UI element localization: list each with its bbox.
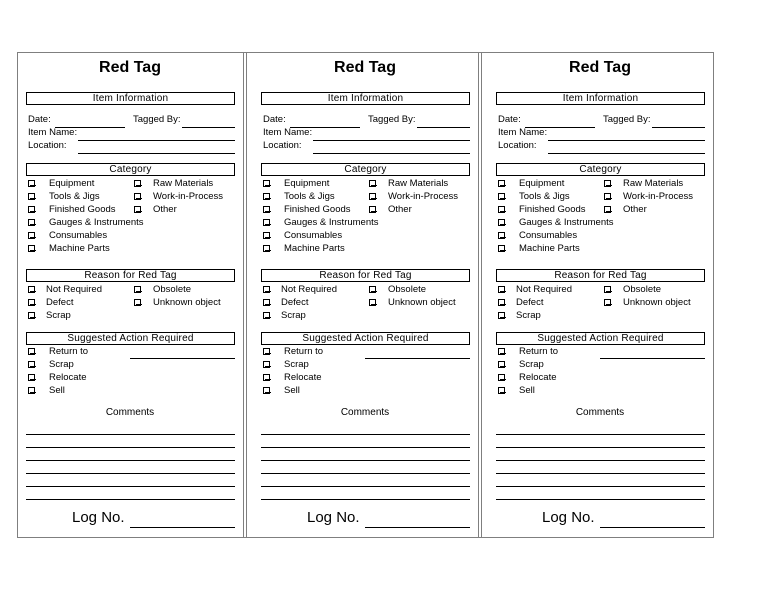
comment-line[interactable] <box>496 473 705 474</box>
reason-option-label: Defect <box>281 297 309 308</box>
category-checkbox[interactable] <box>134 180 141 187</box>
tag-title: Red Tag <box>99 59 161 76</box>
category-option-label: Finished Goods <box>49 204 116 215</box>
category-checkbox[interactable] <box>369 180 376 187</box>
comment-line[interactable] <box>26 473 235 474</box>
action-option-label: Return to <box>519 346 559 357</box>
comment-line[interactable] <box>26 434 235 435</box>
category-checkbox[interactable] <box>369 206 376 213</box>
category-option-label: Machine Parts <box>49 243 110 254</box>
category-checkbox[interactable] <box>498 206 505 213</box>
location-label: Location: <box>498 140 537 151</box>
category-option-label: Consumables <box>49 230 108 241</box>
category-option-label: Consumables <box>519 230 578 241</box>
reason-checkbox[interactable] <box>498 312 505 319</box>
reason-option-label: Obsolete <box>623 284 662 295</box>
red-tag-panel-2 <box>252 52 478 538</box>
reason-option-label: Defect <box>516 297 544 308</box>
category-checkbox[interactable] <box>28 193 35 200</box>
comments-label: Comments <box>575 407 625 418</box>
reason-option-label: Defect <box>46 297 74 308</box>
location-label: Location: <box>28 140 67 151</box>
category-checkbox[interactable] <box>263 193 270 200</box>
category-option-label: Equipment <box>49 178 95 189</box>
category-option-label: Work-in-Process <box>388 191 459 202</box>
red-tag-panel-1 <box>17 52 243 538</box>
location-label: Location: <box>263 140 302 151</box>
reason-checkbox[interactable] <box>263 312 270 319</box>
category-option-label: Finished Goods <box>519 204 586 215</box>
reason-option-label: Unknown object <box>388 297 456 308</box>
suggested-action-header: Suggested Action Required <box>261 332 470 345</box>
category-option-label: Work-in-Process <box>623 191 694 202</box>
comment-line[interactable] <box>261 486 470 487</box>
comment-line[interactable] <box>261 460 470 461</box>
reason-header: Reason for Red Tag <box>261 269 470 282</box>
category-option-label: Work-in-Process <box>153 191 224 202</box>
comment-line[interactable] <box>261 499 470 500</box>
category-checkbox[interactable] <box>28 232 35 239</box>
category-option-label: Tools & Jigs <box>284 191 335 202</box>
category-checkbox[interactable] <box>498 180 505 187</box>
comment-line[interactable] <box>496 460 705 461</box>
category-checkbox[interactable] <box>263 206 270 213</box>
category-option-label: Tools & Jigs <box>49 191 100 202</box>
comment-line[interactable] <box>261 473 470 474</box>
comments-label: Comments <box>105 407 155 418</box>
comment-line[interactable] <box>26 499 235 500</box>
tagged-by-label: Tagged By: <box>603 114 651 125</box>
category-option-label: Equipment <box>519 178 565 189</box>
tagged-by-field[interactable] <box>182 127 235 128</box>
reason-option-label: Not Required <box>281 284 337 295</box>
action-checkbox[interactable] <box>263 374 270 381</box>
category-checkbox[interactable] <box>604 193 611 200</box>
category-option-label: Gauges & Instruments <box>284 217 379 228</box>
category-checkbox[interactable] <box>28 206 35 213</box>
category-checkbox[interactable] <box>263 219 270 226</box>
reason-option-label: Unknown object <box>623 297 691 308</box>
reason-checkbox[interactable] <box>263 286 270 293</box>
item-information-header: Item Information <box>496 92 705 105</box>
reason-checkbox[interactable] <box>28 299 35 306</box>
action-checkbox[interactable] <box>498 348 505 355</box>
return-to-field[interactable] <box>130 358 235 359</box>
date-label: Date: <box>28 114 51 125</box>
red-tag-panel-3 <box>487 52 713 538</box>
reason-option-label: Unknown object <box>153 297 221 308</box>
date-label: Date: <box>498 114 521 125</box>
comment-line[interactable] <box>26 460 235 461</box>
action-option-label: Sell <box>519 385 535 396</box>
reason-option-label: Not Required <box>46 284 102 295</box>
category-checkbox[interactable] <box>369 193 376 200</box>
tagged-by-label: Tagged By: <box>368 114 416 125</box>
action-option-label: Scrap <box>49 359 74 370</box>
comment-line[interactable] <box>26 447 235 448</box>
reason-option-label: Obsolete <box>153 284 192 295</box>
return-to-field[interactable] <box>365 358 470 359</box>
category-option-label: Equipment <box>284 178 330 189</box>
category-checkbox[interactable] <box>498 219 505 226</box>
category-option-label: Other <box>388 204 412 215</box>
reason-option-label: Not Required <box>516 284 572 295</box>
action-option-label: Relocate <box>519 372 557 383</box>
suggested-action-header: Suggested Action Required <box>26 332 235 345</box>
category-checkbox[interactable] <box>498 245 505 252</box>
location-field[interactable] <box>78 153 235 154</box>
comment-line[interactable] <box>496 499 705 500</box>
log-no-label: Log No. <box>542 509 595 526</box>
panel-separator <box>243 52 247 538</box>
action-checkbox[interactable] <box>28 361 35 368</box>
location-field[interactable] <box>548 153 705 154</box>
reason-checkbox[interactable] <box>369 299 376 306</box>
action-option-label: Scrap <box>284 359 309 370</box>
log-no-field[interactable] <box>365 527 470 528</box>
category-option-label: Gauges & Instruments <box>49 217 144 228</box>
category-option-label: Other <box>623 204 647 215</box>
action-checkbox[interactable] <box>28 387 35 394</box>
reason-option-label: Scrap <box>281 310 306 321</box>
action-option-label: Relocate <box>284 372 322 383</box>
reason-header: Reason for Red Tag <box>496 269 705 282</box>
action-checkbox[interactable] <box>28 374 35 381</box>
category-option-label: Tools & Jigs <box>519 191 570 202</box>
reason-checkbox[interactable] <box>498 299 505 306</box>
comments-label: Comments <box>340 407 390 418</box>
category-checkbox[interactable] <box>28 219 35 226</box>
action-option-label: Return to <box>49 346 89 357</box>
category-header: Category <box>496 163 705 176</box>
item-name-label: Item Name: <box>498 127 548 138</box>
reason-option-label: Scrap <box>46 310 71 321</box>
category-checkbox[interactable] <box>498 193 505 200</box>
action-option-label: Scrap <box>519 359 544 370</box>
category-option-label: Machine Parts <box>284 243 345 254</box>
reason-checkbox[interactable] <box>604 286 611 293</box>
action-checkbox[interactable] <box>498 361 505 368</box>
location-field[interactable] <box>313 153 470 154</box>
category-checkbox[interactable] <box>604 206 611 213</box>
reason-option-label: Obsolete <box>388 284 427 295</box>
action-checkbox[interactable] <box>498 387 505 394</box>
comment-line[interactable] <box>496 486 705 487</box>
category-checkbox[interactable] <box>134 206 141 213</box>
suggested-action-header: Suggested Action Required <box>496 332 705 345</box>
tagged-by-field[interactable] <box>417 127 470 128</box>
category-option-label: Finished Goods <box>284 204 351 215</box>
category-checkbox[interactable] <box>28 180 35 187</box>
item-name-label: Item Name: <box>28 127 78 138</box>
comment-line[interactable] <box>26 486 235 487</box>
action-option-label: Sell <box>49 385 65 396</box>
action-checkbox[interactable] <box>263 348 270 355</box>
category-option-label: Other <box>153 204 177 215</box>
category-option-label: Machine Parts <box>519 243 580 254</box>
reason-checkbox[interactable] <box>134 286 141 293</box>
log-no-field[interactable] <box>130 527 235 528</box>
category-checkbox[interactable] <box>604 180 611 187</box>
reason-checkbox[interactable] <box>28 312 35 319</box>
action-option-label: Relocate <box>49 372 87 383</box>
comment-line[interactable] <box>261 447 470 448</box>
action-checkbox[interactable] <box>263 387 270 394</box>
comment-line[interactable] <box>261 434 470 435</box>
item-information-header: Item Information <box>26 92 235 105</box>
log-no-label: Log No. <box>307 509 360 526</box>
tag-title: Red Tag <box>334 59 396 76</box>
tagged-by-label: Tagged By: <box>133 114 181 125</box>
reason-checkbox[interactable] <box>604 299 611 306</box>
reason-option-label: Scrap <box>516 310 541 321</box>
category-option-label: Raw Materials <box>388 178 449 189</box>
category-checkbox[interactable] <box>134 193 141 200</box>
category-checkbox[interactable] <box>263 180 270 187</box>
comment-line[interactable] <box>496 447 705 448</box>
action-option-label: Return to <box>284 346 324 357</box>
action-checkbox[interactable] <box>28 348 35 355</box>
comment-line[interactable] <box>496 434 705 435</box>
category-header: Category <box>26 163 235 176</box>
category-option-label: Gauges & Instruments <box>519 217 614 228</box>
category-header: Category <box>261 163 470 176</box>
action-checkbox[interactable] <box>498 374 505 381</box>
action-checkbox[interactable] <box>263 361 270 368</box>
reason-header: Reason for Red Tag <box>26 269 235 282</box>
log-no-field[interactable] <box>600 527 705 528</box>
reason-checkbox[interactable] <box>369 286 376 293</box>
date-label: Date: <box>263 114 286 125</box>
category-option-label: Raw Materials <box>153 178 214 189</box>
tagged-by-field[interactable] <box>652 127 705 128</box>
item-name-label: Item Name: <box>263 127 313 138</box>
return-to-field[interactable] <box>600 358 705 359</box>
reason-checkbox[interactable] <box>134 299 141 306</box>
category-checkbox[interactable] <box>498 232 505 239</box>
item-name-field[interactable] <box>313 140 470 141</box>
reason-checkbox[interactable] <box>263 299 270 306</box>
item-name-field[interactable] <box>548 140 705 141</box>
item-name-field[interactable] <box>78 140 235 141</box>
panel-separator <box>478 52 482 538</box>
category-checkbox[interactable] <box>263 232 270 239</box>
item-information-header: Item Information <box>261 92 470 105</box>
reason-checkbox[interactable] <box>498 286 505 293</box>
category-option-label: Consumables <box>284 230 343 241</box>
action-option-label: Sell <box>284 385 300 396</box>
category-checkbox[interactable] <box>28 245 35 252</box>
category-option-label: Raw Materials <box>623 178 684 189</box>
reason-checkbox[interactable] <box>28 286 35 293</box>
tag-title: Red Tag <box>569 59 631 76</box>
category-checkbox[interactable] <box>263 245 270 252</box>
log-no-label: Log No. <box>72 509 125 526</box>
